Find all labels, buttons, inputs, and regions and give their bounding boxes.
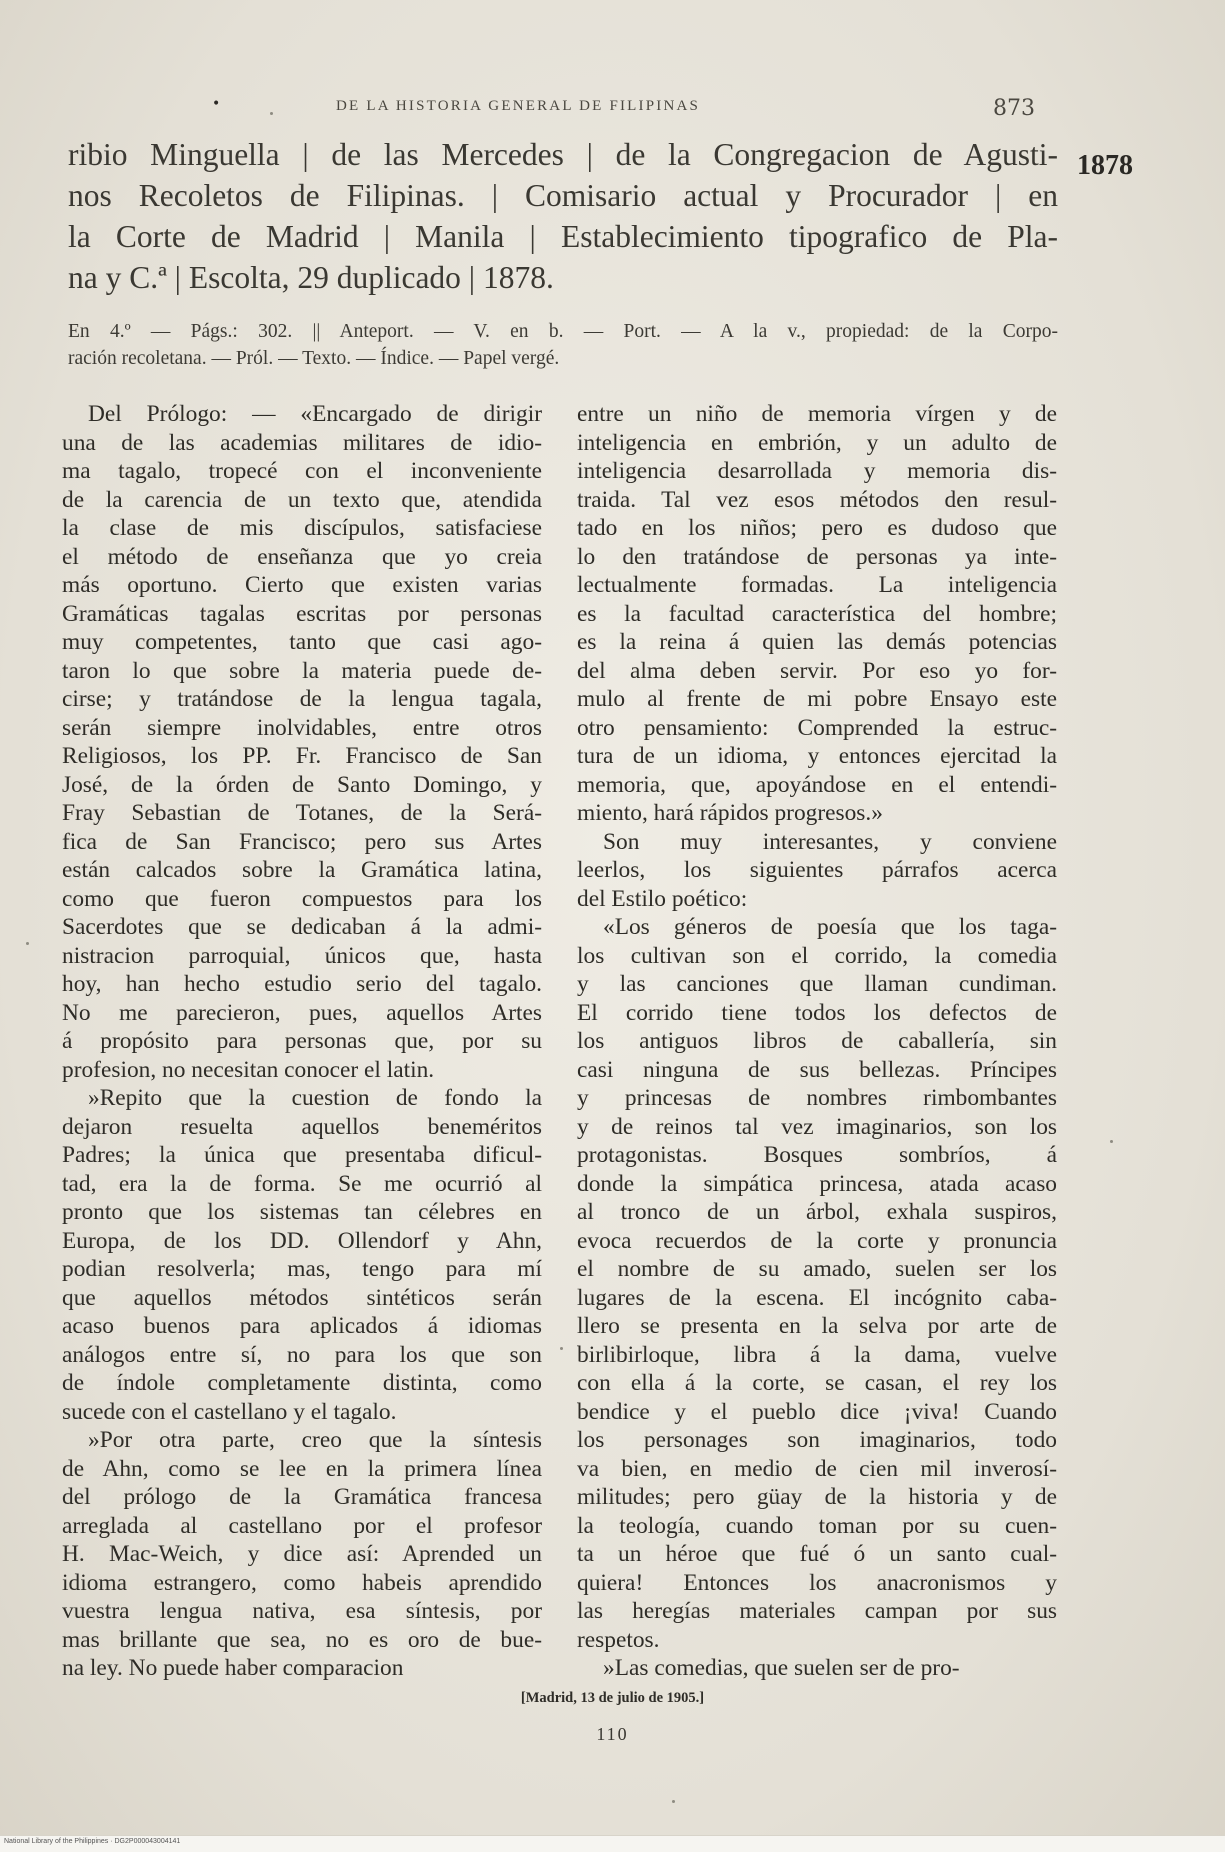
entry-line: nos Recoletos de Filipinas. | Comisario actual y Procurador | en <box>68 178 1058 213</box>
text-line: Sacerdotes que se dedicaban á la admi- <box>62 914 542 940</box>
collation-line: En 4.º — Págs.: 302. || Anteport. — V. en b. — Port. — A la v., propiedad: de la Corpo- <box>68 321 1058 342</box>
text-line: del Estilo poético: <box>577 885 748 912</box>
text-line: Europa, de los DD. Ollendorf y Ahn, <box>62 1227 542 1254</box>
text-line: serán siempre inolvidables, entre otros <box>62 714 542 741</box>
text-line: lectualmente formadas. La inteligencia <box>577 572 1057 598</box>
text-line: lo den tratándose de personas ya inte- <box>577 543 1057 570</box>
collation-note <box>68 318 1058 372</box>
text-line: miento, hará rápidos progresos.» <box>577 800 883 826</box>
text-line: casi ninguna de sus bellezas. Príncipes <box>577 1056 1057 1083</box>
text-line: que aquellos métodos sintéticos serán <box>62 1284 542 1311</box>
text-line: dejaron resuelta aquellos beneméritos <box>62 1113 542 1140</box>
text-line: los antiguos libros de caballería, sin <box>577 1028 1057 1054</box>
entry-line: na y C.ª | Escolta, 29 duplicado | 1878. <box>68 260 554 295</box>
page-number: 873 <box>993 96 1035 121</box>
text-line: podian resolverla; mas, tengo para mí <box>62 1256 542 1282</box>
text-line: muy competentes, tanto que casi ago- <box>62 629 542 655</box>
text-line: H. Mac-Weich, y dice así: Aprended un <box>62 1541 542 1567</box>
text-line: los cultivan son el corrido, la comedia <box>577 942 1057 969</box>
text-line: del prólogo de la Gramática francesa <box>62 1484 542 1510</box>
text-line: »Por otra parte, creo que la síntesis <box>88 1427 542 1453</box>
text-line: cirse; y tratándose de la lengua tagala, <box>62 686 542 712</box>
text-line: mulo al frente de mi pobre Ensayo este <box>577 686 1057 712</box>
text-line: á propósito para personas que, por su <box>62 1028 542 1054</box>
text-line: protagonistas. Bosques sombríos, á <box>577 1142 1057 1168</box>
running-head-bullet: • <box>212 96 221 112</box>
text-line: El corrido tiene todos los defectos de <box>577 999 1057 1026</box>
text-line: entre un niño de memoria vírgen y de <box>577 401 1057 427</box>
print-speck <box>270 112 273 115</box>
text-line: No me parecieron, pues, aquellos Artes <box>62 999 542 1026</box>
print-speck <box>1110 1140 1113 1143</box>
text-line: Fray Sebastian de Totanes, de la Será- <box>62 800 542 826</box>
text-line: traida. Tal vez esos métodos den resul- <box>577 486 1057 513</box>
text-line: militudes; pero güay de la historia y de <box>577 1484 1057 1510</box>
text-line: acaso buenos para aplicados á idiomas <box>62 1313 542 1339</box>
text-line: otro pensamiento: Comprended la estruc- <box>577 714 1057 741</box>
text-line: el método de enseñanza que yo creia <box>62 543 542 570</box>
text-line: como que fueron compuestos para los <box>62 885 542 912</box>
text-line: evoca recuerdos de la corte y pronuncia <box>577 1227 1057 1254</box>
text-line: y princesas de nombres rimbombantes <box>577 1085 1057 1111</box>
text-line: lugares de la escena. El incógnito caba- <box>577 1284 1057 1311</box>
text-line: sucede con el castellano y el tagalo. <box>62 1398 397 1425</box>
text-line: pronto que los sistemas tan célebres en <box>62 1199 542 1225</box>
text-line: «Los géneros de poesía que los taga- <box>603 914 1057 940</box>
bibliographic-entry <box>68 134 1058 298</box>
running-head <box>0 96 1225 126</box>
print-speck <box>560 1347 563 1350</box>
text-line: la teología, cuando toman por su cuen- <box>577 1512 1057 1539</box>
text-line: llero se presenta en la selva por arte de <box>577 1313 1057 1339</box>
text-line: las heregías materiales campan por sus <box>577 1598 1057 1624</box>
text-line: leerlos, los siguientes párrafos acerca <box>577 857 1057 883</box>
text-line: nistracion parroquial, únicos que, hasta <box>62 942 542 969</box>
text-line: respetos. <box>577 1626 660 1653</box>
text-line: de índole completamente distinta, como <box>62 1370 542 1396</box>
text-line: Religiosos, los PP. Fr. Francisco de San <box>62 743 542 769</box>
text-line: más oportuno. Cierto que existen varias <box>62 572 542 598</box>
text-line: la clase de mis discípulos, satisfaciese <box>62 515 542 541</box>
print-speck <box>26 942 29 945</box>
entry-line: ribio Minguella | de las Mercedes | de la Congregacion de Agusti- <box>68 137 1058 172</box>
entry-line: la Corte de Madrid | Manila | Establecimiento tipografico de Pla- <box>68 219 1058 254</box>
text-line: al tronco de un árbol, exhala suspiros, <box>577 1199 1057 1225</box>
scan-footer-text: National Library of the Philippines · DG2P000043004141 <box>4 1838 181 1845</box>
text-line: mas brillante que sea, no es oro de bue- <box>62 1626 542 1653</box>
text-line: Gramáticas tagalas escritas por personas <box>62 600 542 627</box>
text-line: del alma deben servir. Por eso yo for- <box>577 657 1057 684</box>
text-line: los personages son imaginarios, todo <box>577 1427 1057 1453</box>
text-line: análogos entre sí, no para los que son <box>62 1341 542 1368</box>
text-line: ta un héroe que fué ó un santo cual- <box>577 1541 1057 1567</box>
text-line: profesion, no necesitan conocer el latin. <box>62 1056 435 1083</box>
margin-year: 1878 <box>1077 150 1133 181</box>
print-speck <box>672 1800 675 1803</box>
text-line: Padres; la única que presentaba dificul- <box>62 1142 542 1168</box>
text-line: tado en los niños; pero es dudoso que <box>577 515 1057 541</box>
text-line: Son muy interesantes, y conviene <box>603 828 1057 855</box>
running-head-title: DE LA HISTORIA GENERAL DE FILIPINAS <box>336 98 701 114</box>
left-column <box>62 400 542 1683</box>
text-line: el nombre de su amado, suelen ser los <box>577 1256 1057 1282</box>
text-line: va bien, en medio de cien mil inverosí- <box>577 1455 1057 1482</box>
text-line: inteligencia en embrión, y un adulto de <box>577 429 1057 456</box>
collation-line: ración recoletana. — Pról. — Texto. — Índice. — Papel vergé. <box>68 348 560 369</box>
text-line: y de reinos tal vez imaginarios, son los <box>577 1113 1057 1140</box>
text-line: José, de la órden de Santo Domingo, y <box>62 771 542 798</box>
right-column <box>577 400 1057 1683</box>
text-line: de la carencia de un texto que, atendida <box>62 486 542 513</box>
text-line: tad, era la de forma. Se me ocurrió al <box>62 1170 542 1197</box>
text-line: de Ahn, como se lee en la primera línea <box>62 1455 542 1482</box>
text-line: arreglada al castellano por el profesor <box>62 1512 542 1539</box>
text-line: tura de un idioma, y entonces ejercitad la <box>577 743 1057 769</box>
signature-mark: 110 <box>596 1724 629 1744</box>
text-line: vuestra lengua nativa, esa síntesis, por <box>62 1598 542 1624</box>
text-line: ma tagalo, tropecé con el inconveniente <box>62 458 542 484</box>
text-line: están calcados sobre la Gramática latina, <box>62 857 542 883</box>
text-line: idioma estrangero, como habeis aprendido <box>62 1569 542 1596</box>
text-line: hoy, han hecho estudio serio del tagalo. <box>62 971 542 997</box>
scan-footer <box>0 1835 1225 1852</box>
text-line: bendice y el pueblo dice ¡viva! Cuando <box>577 1398 1057 1425</box>
text-line: na ley. No puede haber comparacion <box>62 1655 404 1681</box>
text-line: inteligencia desarrollada y memoria dis- <box>577 458 1057 484</box>
text-line: »Repito que la cuestion de fondo la <box>88 1085 542 1111</box>
text-line: Del Prólogo: — «Encargado de dirigir <box>88 401 542 427</box>
text-line: con ella á la corte, se casan, el rey los <box>577 1370 1057 1396</box>
text-line: una de las academias militares de idio- <box>62 429 542 456</box>
text-line: birlibirloque, libra á la dama, vuelve <box>577 1341 1057 1368</box>
text-line: donde la simpática princesa, atada acaso <box>577 1170 1057 1197</box>
text-line: fica de San Francisco; pero sus Artes <box>62 828 542 855</box>
text-line: taron lo que sobre la materia puede de- <box>62 657 542 684</box>
text-line: es la facultad característica del hombre; <box>577 600 1057 627</box>
text-line: y las canciones que llaman cundiman. <box>577 971 1057 997</box>
imprint-note: [Madrid, 13 de julio de 1905.] <box>520 1690 705 1706</box>
text-line: quiera! Entonces los anacronismos y <box>577 1569 1057 1596</box>
text-line: »Las comedias, que suelen ser de pro- <box>603 1655 960 1681</box>
text-line: memoria, que, apoyándose en el entendi- <box>577 771 1057 798</box>
text-line: es la reina á quien las demás potencias <box>577 629 1057 655</box>
